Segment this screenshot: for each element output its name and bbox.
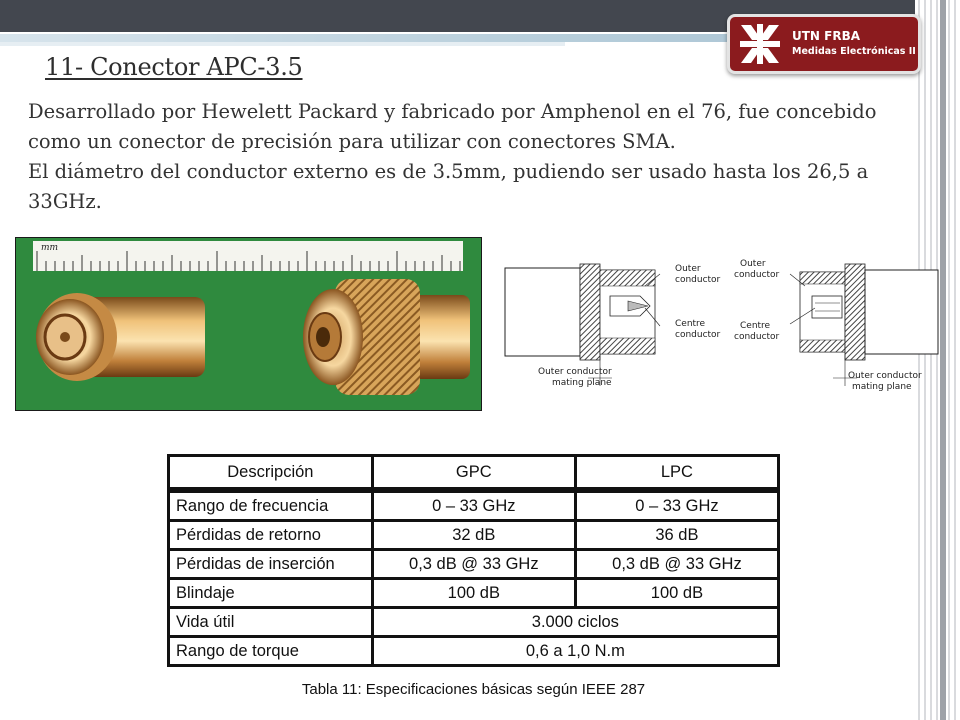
table-cell: 100 dB — [372, 579, 575, 608]
utn-logo-icon — [737, 22, 783, 66]
table-row — [169, 608, 779, 637]
table-cell: 100 dB — [575, 579, 778, 608]
table-cell: 0,3 dB @ 33 GHz — [575, 550, 778, 579]
table-cell: 0 – 33 GHz — [372, 490, 575, 521]
table-row — [169, 521, 779, 550]
table-header-cell: GPC — [372, 456, 575, 491]
diagram-label: Outer conductor mating plane — [538, 367, 612, 388]
table-cell: 0,3 dB @ 33 GHz — [372, 550, 575, 579]
table-cell: Vida útil — [169, 608, 373, 637]
table-cell: Rango de frecuencia — [169, 490, 373, 521]
table-cell: Pérdidas de retorno — [169, 521, 373, 550]
table-cell: Blindaje — [169, 579, 373, 608]
ruler-label: mm — [41, 243, 59, 253]
slide-body — [28, 97, 933, 217]
logo-title: UTN FRBA — [792, 29, 861, 43]
accent-stripe-thin — [0, 42, 565, 46]
diagram-label: Outer conductor — [675, 264, 721, 285]
diagram-label: Outer conductor — [734, 259, 780, 280]
table-header-cell: LPC — [575, 456, 778, 491]
table-header-cell: Descripción — [169, 456, 373, 491]
table-row — [169, 490, 779, 521]
connector-cross-section-diagram — [500, 246, 945, 406]
table-caption: Tabla 11: Especificaciones básicas según IEEE 287 — [301, 681, 646, 698]
table-cell: 36 dB — [575, 521, 778, 550]
table-cell: 32 dB — [372, 521, 575, 550]
table-cell: 0 – 33 GHz — [575, 490, 778, 521]
table-row — [169, 579, 779, 608]
table-cell: Pérdidas de inserción — [169, 550, 373, 579]
utn-logo-badge — [727, 14, 921, 74]
table-header-row — [169, 456, 779, 491]
connector-photo — [15, 237, 482, 411]
specifications-table — [167, 454, 780, 667]
body-paragraph: El diámetro del conductor externo es de 3.5mm, pudiendo ser usado hasta los 26,5 a 33GHz. — [28, 160, 869, 213]
table-cell: Rango de torque — [169, 637, 373, 666]
diagram-label: Centre conductor — [675, 319, 721, 340]
table-row — [169, 550, 779, 579]
diagram-label: Centre conductor — [734, 321, 780, 342]
table-row — [169, 637, 779, 666]
table-cell: 0,6 a 1,0 N.m — [372, 637, 778, 666]
logo-subtitle: Medidas Electrónicas II — [792, 46, 916, 57]
slide-title: 11- Conector APC-3.5 — [45, 53, 303, 81]
table-cell: 3.000 ciclos — [372, 608, 778, 637]
diagram-label: Outer conductor mating plane — [848, 371, 922, 392]
body-paragraph: Desarrollado por Hewelett Packard y fabricado por Amphenol en el 76, fue concebido como un conector de precisión para utilizar con conectores SMA. — [28, 100, 877, 153]
